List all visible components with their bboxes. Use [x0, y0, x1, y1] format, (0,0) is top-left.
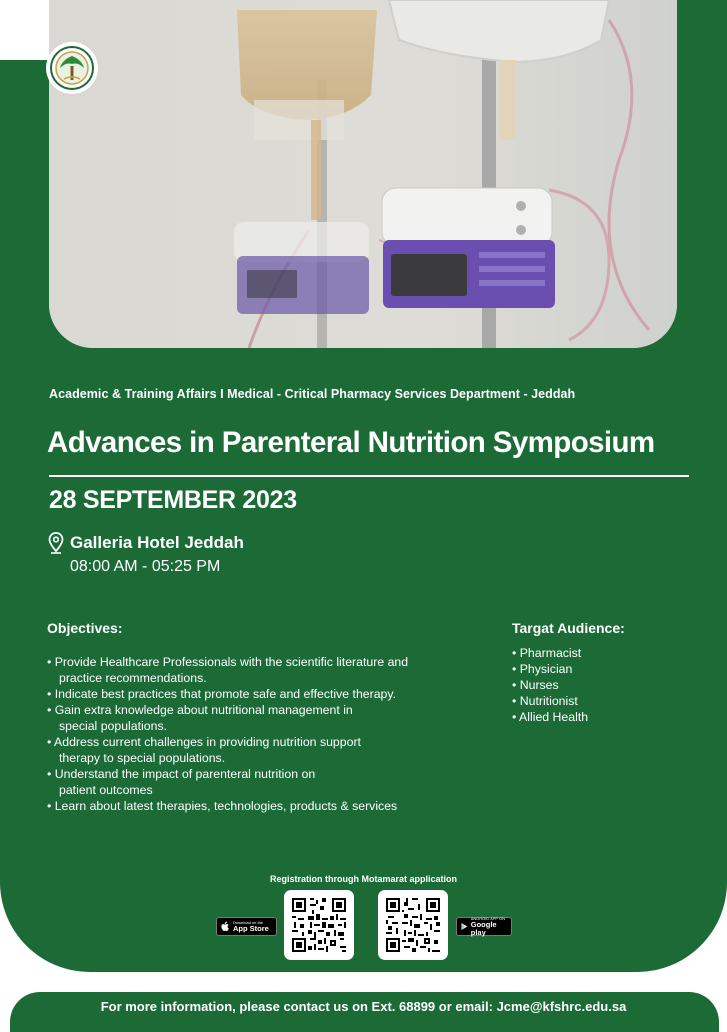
infusion-pump-photo	[49, 0, 677, 348]
objective-line: • Gain extra knowledge about nutritional management in	[47, 703, 353, 717]
objective-line-cont: patient outcomes	[59, 783, 153, 797]
title-divider	[49, 475, 689, 477]
google-play-caption: ANDROID APP ON	[470, 916, 506, 921]
hospital-logo	[48, 44, 96, 92]
objective-line: • Understand the impact of parenteral nutrition on	[47, 767, 316, 781]
page-title: Advances in Parenteral Nutrition Symposium	[47, 426, 655, 459]
department-line: Academic & Training Affairs I Medical - Critical Pharmacy Services Department - Jeddah	[49, 387, 576, 401]
objective-item	[47, 654, 467, 686]
audience-item: • Nutritionist	[512, 694, 578, 708]
location-pin-icon	[48, 532, 64, 554]
objective-line-cont: special populations.	[59, 719, 168, 733]
objective-item	[47, 686, 467, 702]
objective-item	[47, 702, 467, 734]
app-store-badge[interactable]	[216, 917, 277, 936]
audience-heading: Targat Audience:	[512, 620, 625, 636]
objective-item	[47, 734, 467, 766]
qr-code-google-play[interactable]	[378, 890, 448, 960]
audience-item: • Physician	[512, 662, 573, 676]
app-store-caption: Download on the	[233, 920, 264, 925]
objective-line: • Learn about latest therapies, technologies, products & services	[47, 799, 398, 813]
registration-note: Registration through Motamarat application	[269, 874, 457, 884]
objective-item	[47, 798, 467, 814]
audience-item: • Pharmacist	[512, 646, 582, 660]
qr-code-app-store[interactable]	[284, 890, 354, 960]
audience-list	[512, 645, 588, 725]
objective-line: • Provide Healthcare Professionals with the scientific literature and	[47, 655, 409, 669]
audience-item: • Allied Health	[512, 710, 589, 724]
apple-icon	[221, 921, 230, 932]
event-time: 08:00 AM - 05:25 PM	[70, 558, 221, 575]
contact-info: For more information, please contact us on Ext. 68899 or email: Jcme@kfshrc.edu.sa	[100, 999, 627, 1014]
google-play-label: Google play	[470, 920, 497, 937]
event-venue: Galleria Hotel Jeddah	[70, 533, 244, 552]
audience-item: • Nurses	[512, 678, 559, 692]
objective-line: • Indicate best practices that promote safe and effective therapy.	[47, 687, 397, 701]
event-date: 28 SEPTEMBER 2023	[49, 486, 297, 514]
google-play-badge[interactable]	[456, 917, 512, 936]
objective-line: • Address current challenges in providing nutrition support	[47, 735, 361, 749]
objectives-heading: Objectives:	[47, 620, 123, 636]
objectives-list	[47, 654, 467, 814]
google-play-icon	[461, 922, 468, 931]
objective-line-cont: therapy to special populations.	[59, 751, 226, 765]
objective-item	[47, 766, 467, 798]
objective-line-cont: practice recommendations.	[59, 671, 207, 685]
app-store-label: App Store	[233, 924, 269, 933]
